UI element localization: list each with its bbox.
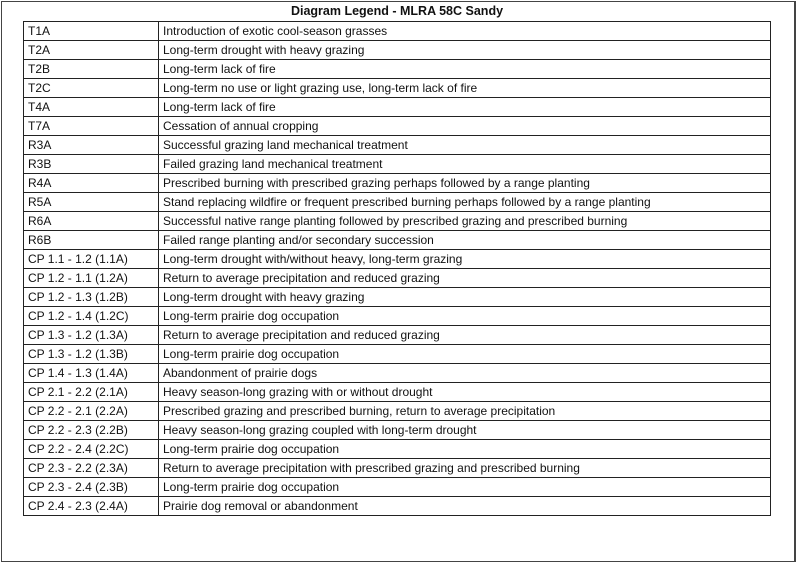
legend-description: Failed range planting and/or secondary succession xyxy=(159,231,771,250)
legend-code: R4A xyxy=(24,174,159,193)
legend-row xyxy=(24,326,771,345)
legend-description: Long-term prairie dog occupation xyxy=(159,478,771,497)
legend-row xyxy=(24,383,771,402)
legend-row xyxy=(24,250,771,269)
legend-row xyxy=(24,98,771,117)
legend-code: CP 1.3 - 1.2 (1.3A) xyxy=(24,326,159,345)
legend-row xyxy=(24,440,771,459)
legend-code: CP 1.2 - 1.3 (1.2B) xyxy=(24,288,159,307)
legend-code: CP 2.2 - 2.1 (2.2A) xyxy=(24,402,159,421)
legend-code: CP 2.2 - 2.3 (2.2B) xyxy=(24,421,159,440)
legend-row xyxy=(24,288,771,307)
legend-row xyxy=(24,345,771,364)
legend-code: R3A xyxy=(24,136,159,155)
legend-row xyxy=(24,136,771,155)
legend-description: Successful grazing land mechanical treatment xyxy=(159,136,771,155)
legend-row xyxy=(24,174,771,193)
legend-row xyxy=(24,402,771,421)
legend-description: Long-term drought with/without heavy, long-term grazing xyxy=(159,250,771,269)
legend-description: Long-term lack of fire xyxy=(159,60,771,79)
legend-description: Heavy season-long grazing with or without drought xyxy=(159,383,771,402)
legend-code: R5A xyxy=(24,193,159,212)
legend-code: CP 2.3 - 2.2 (2.3A) xyxy=(24,459,159,478)
legend-code: R3B xyxy=(24,155,159,174)
legend-description: Prescribed burning with prescribed grazing perhaps followed by a range planting xyxy=(159,174,771,193)
legend-code: CP 2.4 - 2.3 (2.4A) xyxy=(24,497,159,516)
legend-description: Cessation of annual cropping xyxy=(159,117,771,136)
legend-row xyxy=(24,193,771,212)
legend-description: Heavy season-long grazing coupled with long-term drought xyxy=(159,421,771,440)
legend-code: T2C xyxy=(24,79,159,98)
legend-description: Return to average precipitation and reduced grazing xyxy=(159,269,771,288)
legend-code: CP 2.2 - 2.4 (2.2C) xyxy=(24,440,159,459)
legend-description: Return to average precipitation with prescribed grazing and prescribed burning xyxy=(159,459,771,478)
legend-row xyxy=(24,22,771,41)
legend-row xyxy=(24,364,771,383)
legend-description: Long-term no use or light grazing use, long-term lack of fire xyxy=(159,79,771,98)
legend-code: T4A xyxy=(24,98,159,117)
legend-row xyxy=(24,497,771,516)
legend-description: Long-term drought with heavy grazing xyxy=(159,288,771,307)
legend-code: T1A xyxy=(24,22,159,41)
legend-row xyxy=(24,269,771,288)
legend-code: CP 2.1 - 2.2 (2.1A) xyxy=(24,383,159,402)
legend-description: Prairie dog removal or abandonment xyxy=(159,497,771,516)
legend-code: CP 1.2 - 1.1 (1.2A) xyxy=(24,269,159,288)
legend-row xyxy=(24,155,771,174)
legend-row xyxy=(24,212,771,231)
legend-table-body xyxy=(24,22,771,516)
legend-code: R6B xyxy=(24,231,159,250)
legend-description: Long-term lack of fire xyxy=(159,98,771,117)
legend-description: Return to average precipitation and reduced grazing xyxy=(159,326,771,345)
legend-row xyxy=(24,307,771,326)
legend-description: Long-term prairie dog occupation xyxy=(159,440,771,459)
legend-title: Diagram Legend - MLRA 58C Sandy xyxy=(290,4,504,18)
legend-code: R6A xyxy=(24,212,159,231)
legend-row xyxy=(24,60,771,79)
legend-row xyxy=(24,478,771,497)
legend-code: T2B xyxy=(24,60,159,79)
legend-code: T7A xyxy=(24,117,159,136)
legend-description: Long-term drought with heavy grazing xyxy=(159,41,771,60)
legend-row xyxy=(24,231,771,250)
legend-row xyxy=(24,421,771,440)
legend-code: CP 1.4 - 1.3 (1.4A) xyxy=(24,364,159,383)
legend-description: Successful native range planting followed by prescribed grazing and prescribed burning xyxy=(159,212,771,231)
legend-code: CP 1.3 - 1.2 (1.3B) xyxy=(24,345,159,364)
legend-description: Introduction of exotic cool-season grasses xyxy=(159,22,771,41)
legend-code: CP 1.1 - 1.2 (1.1A) xyxy=(24,250,159,269)
legend-code: CP 2.3 - 2.4 (2.3B) xyxy=(24,478,159,497)
legend-description: Prescribed grazing and prescribed burning, return to average precipitation xyxy=(159,402,771,421)
legend-description: Failed grazing land mechanical treatment xyxy=(159,155,771,174)
legend-code: CP 1.2 - 1.4 (1.2C) xyxy=(24,307,159,326)
legend-code: T2A xyxy=(24,41,159,60)
legend-description: Abandonment of prairie dogs xyxy=(159,364,771,383)
legend-row xyxy=(24,41,771,60)
legend-description: Long-term prairie dog occupation xyxy=(159,345,771,364)
legend-row xyxy=(24,117,771,136)
legend-description: Long-term prairie dog occupation xyxy=(159,307,771,326)
legend-description: Stand replacing wildfire or frequent prescribed burning perhaps followed by a range planting xyxy=(159,193,771,212)
legend-row xyxy=(24,79,771,98)
legend-table xyxy=(23,21,771,516)
legend-row xyxy=(24,459,771,478)
